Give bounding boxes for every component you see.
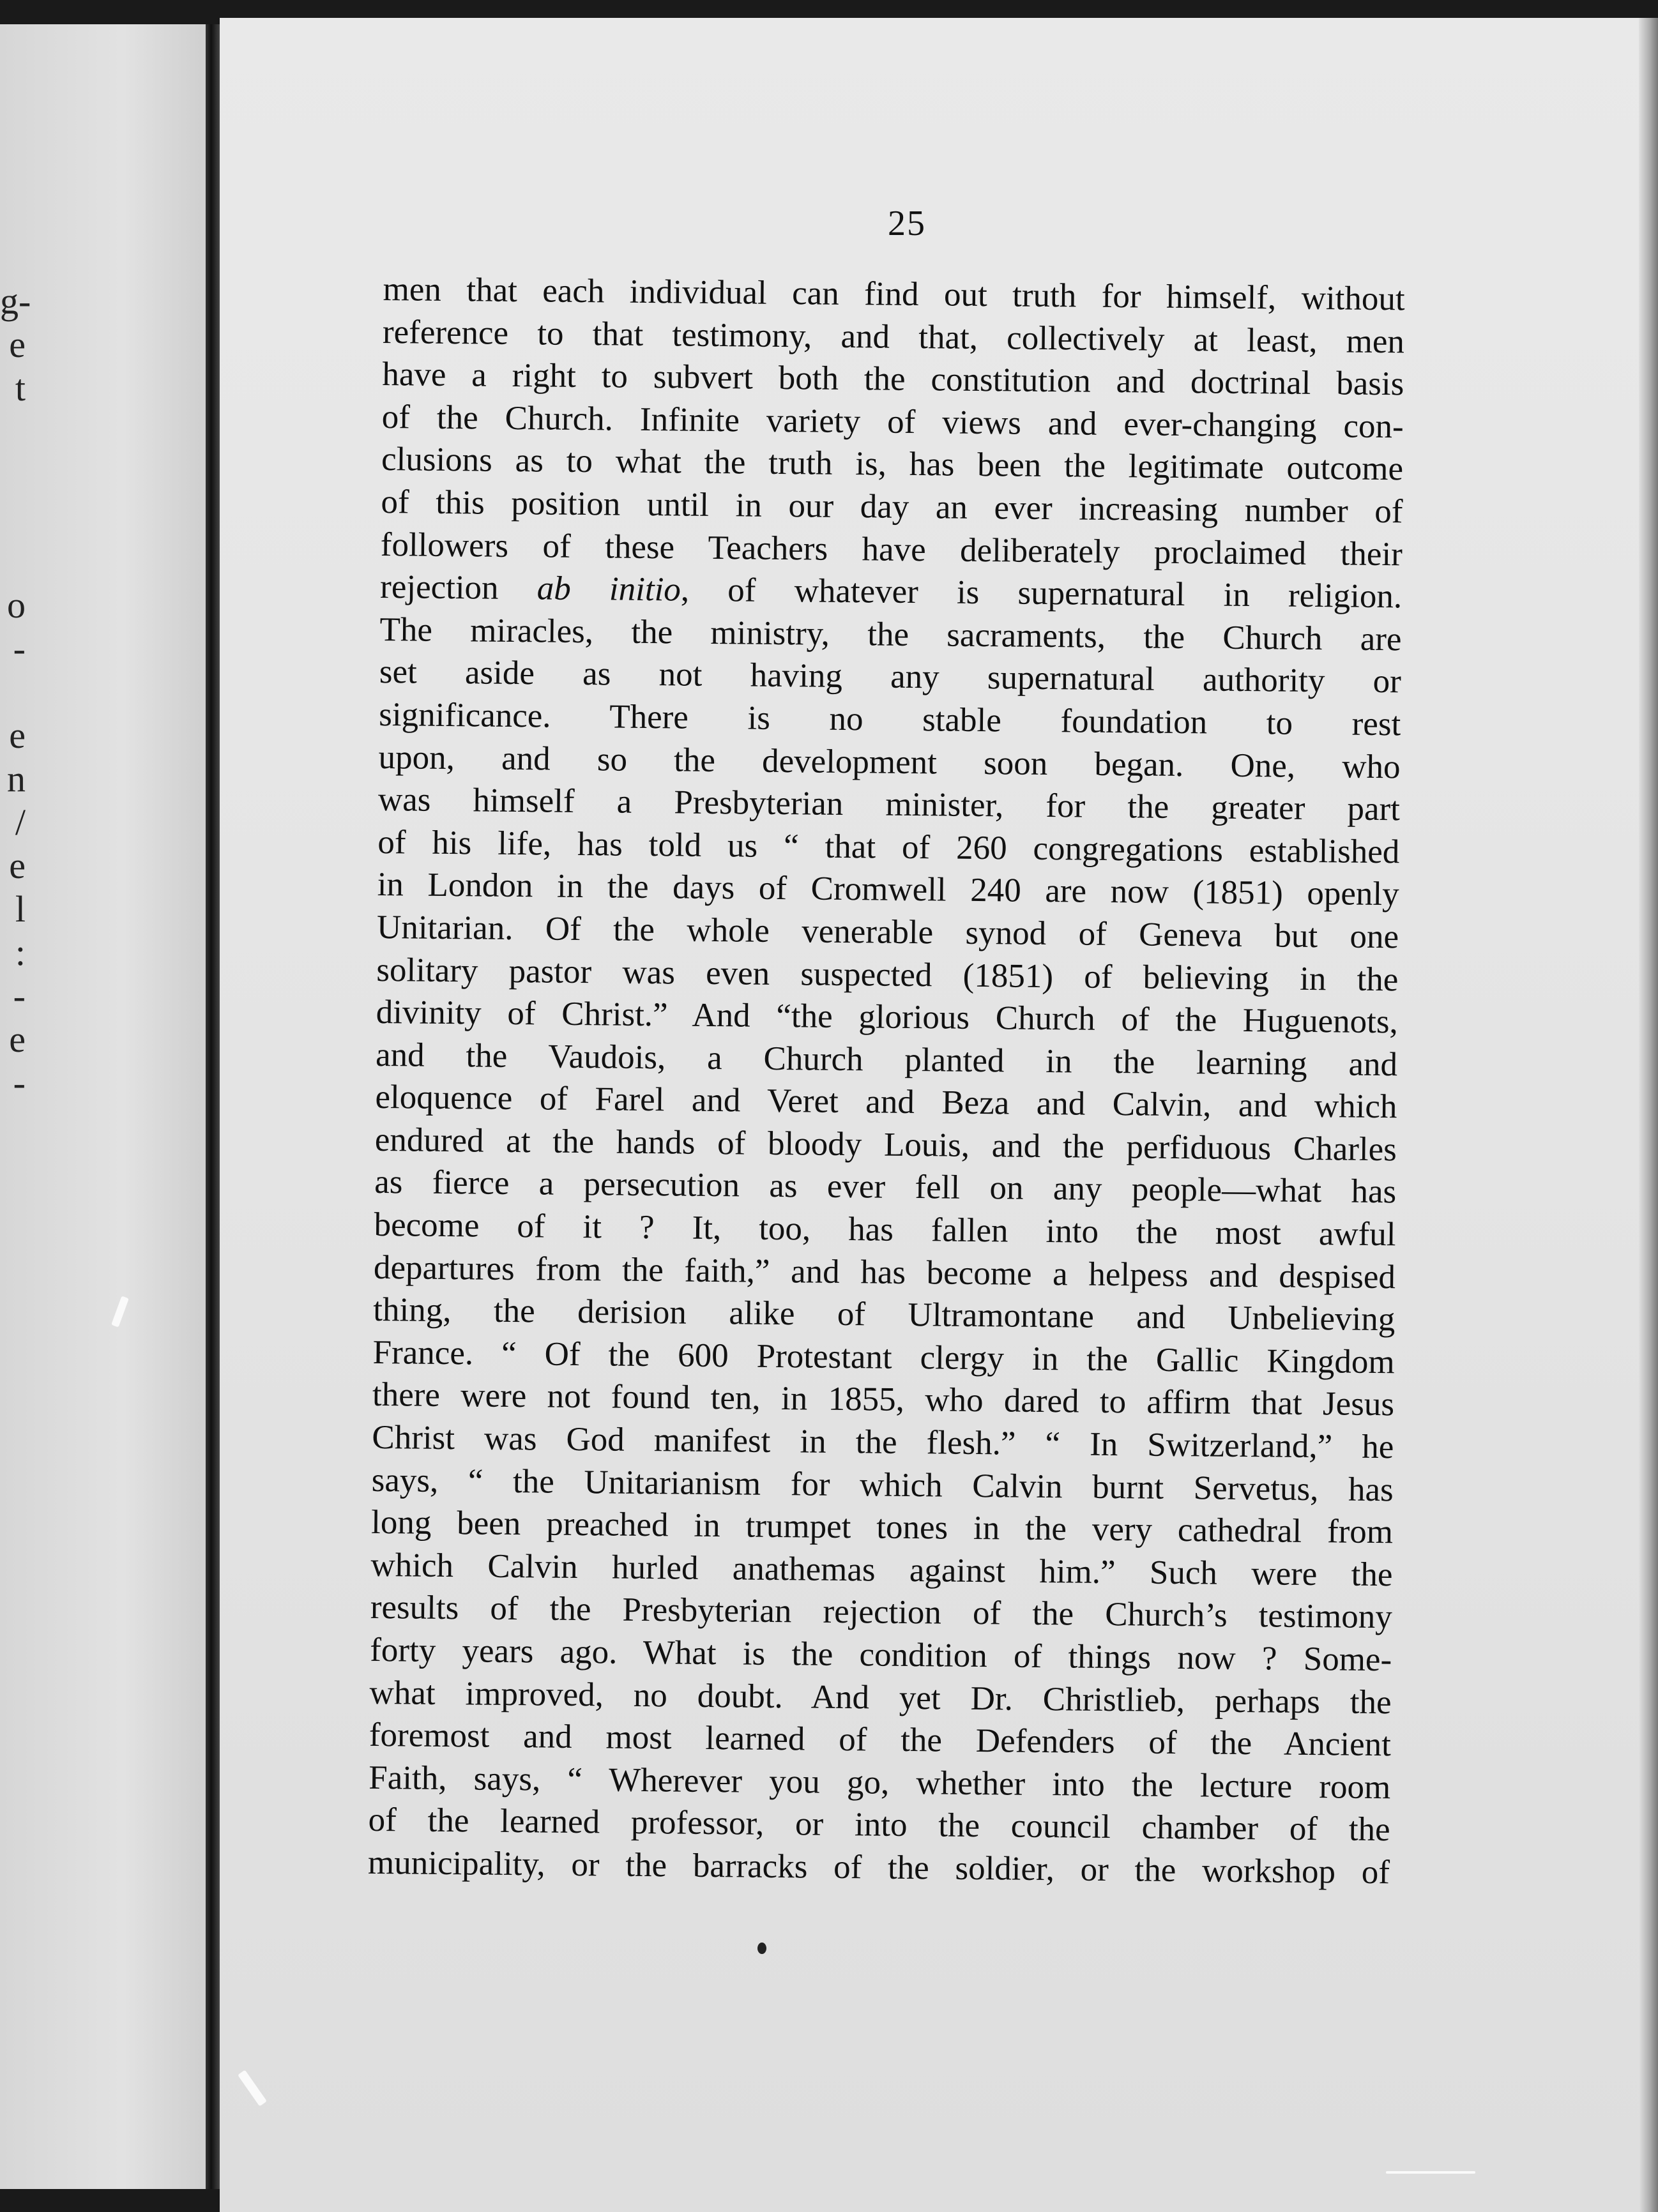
text-line: divinity of Christ.” And “the glorious Church of the Huguenots, bbox=[376, 994, 1399, 1041]
right-page-edge-shadow bbox=[1639, 18, 1658, 2212]
text-line: The miracles, the ministry, the sacraments, the Church are bbox=[379, 610, 1402, 658]
left-fragment: t bbox=[15, 367, 26, 409]
left-page-edge bbox=[0, 24, 206, 2189]
text-line: in London in the days of Cromwell 240 are now (1851) openly bbox=[377, 866, 1399, 913]
text-line: of his life, has told us “ that of 260 congregations established bbox=[377, 823, 1400, 871]
left-fragment: e bbox=[9, 1019, 26, 1060]
left-fragment: - bbox=[13, 628, 26, 669]
left-fragment: e bbox=[9, 715, 26, 756]
text-line: followers of these Teachers have deliberately proclaimed their bbox=[380, 526, 1403, 573]
text-line: rejection ab initio, of whatever is supernatural in religion. bbox=[379, 568, 1403, 616]
left-fragment: l bbox=[15, 888, 26, 930]
text-line: France. “ Of the 600 Protestant clergy in the Gallic Kingdom bbox=[372, 1333, 1395, 1381]
text-line: have a right to subvert both the constitution and doctrinal basis bbox=[382, 356, 1404, 403]
text-line: thing, the derision alike of Ultramontane and Unbelieving bbox=[373, 1291, 1396, 1338]
text-line: results of the Presbyterian rejection of the Church’s testimony bbox=[370, 1589, 1393, 1636]
text-line: of the Church. Infinite variety of views and ever-changing con- bbox=[381, 398, 1404, 446]
text-line: endured at the hands of bloody Louis, and the perfiduous Charles bbox=[374, 1121, 1397, 1169]
page-number: 25 bbox=[888, 204, 926, 243]
text-line: of this position until in our day an ever increasing number of bbox=[381, 483, 1403, 531]
left-fragment: e bbox=[9, 845, 26, 886]
text-line: become of it ? It, too, has fallen into the most awful bbox=[374, 1206, 1396, 1254]
left-fragment: n bbox=[7, 758, 26, 799]
text-line: Faith, says, “ Wherever you go, whether into the lecture room bbox=[369, 1759, 1391, 1807]
left-fragment: - bbox=[13, 975, 26, 1017]
text-line: was himself a Presbyterian minister, for the greater part bbox=[377, 781, 1401, 828]
left-fragment bbox=[0, 410, 26, 453]
left-fragment bbox=[0, 670, 26, 714]
text-line: solitary pastor was even suspected (1851) of believing in the bbox=[376, 951, 1399, 998]
left-fragment bbox=[0, 540, 26, 584]
text-line: as fierce a persecution as ever fell on any people—what has bbox=[374, 1163, 1397, 1211]
body-text bbox=[368, 268, 1405, 1894]
text-line: says, “ the Unitarianism for which Calvin burnt Servetus, has bbox=[371, 1461, 1394, 1508]
book-gutter bbox=[206, 24, 220, 2189]
left-page-text-fragments bbox=[0, 280, 31, 1105]
text-line: which Calvin hurled anathemas against him.” Such were the bbox=[370, 1546, 1393, 1594]
printer-mark bbox=[757, 1943, 766, 1954]
text-line: foremost and most learned of the Defenders of the Ancient bbox=[369, 1716, 1392, 1764]
text-line: upon, and so the development soon began. One, who bbox=[378, 738, 1401, 785]
text-line: Unitarian. Of the whole venerable synod of Geneva but one bbox=[376, 908, 1399, 956]
text-line: reference to that testimony, and that, collectively at least, men bbox=[382, 313, 1405, 360]
text-line: and the Vaudois, a Church planted in the learning and bbox=[375, 1036, 1398, 1083]
left-fragment: - bbox=[13, 1062, 26, 1103]
text-line: set aside as not having any supernatural authority or bbox=[379, 653, 1402, 701]
text-line: men that each individual can find out truth for himself, without bbox=[383, 270, 1405, 318]
text-line: what improved, no doubt. And yet Dr. Christlieb, perhaps the bbox=[369, 1674, 1392, 1721]
italic-phrase: ab initio bbox=[536, 570, 681, 609]
left-fragment: : bbox=[15, 932, 26, 973]
text-line: eloquence of Farel and Veret and Beza and Calvin, and which bbox=[375, 1079, 1397, 1126]
left-fragment bbox=[0, 497, 26, 540]
text-line: long been preached in trumpet tones in the very cathedral from bbox=[370, 1504, 1394, 1551]
text-line: clusions as to what the truth is, has been the legitimate outcome bbox=[381, 441, 1404, 488]
left-fragment bbox=[0, 453, 26, 497]
text-line: of the learned professor, or into the council chamber of the bbox=[368, 1801, 1390, 1849]
text-line: municipality, or the barracks of the soldier, or the workshop of bbox=[367, 1844, 1390, 1891]
text-line: departures from the faith,” and has become a helpess and despised bbox=[373, 1248, 1396, 1296]
left-fragment: g- bbox=[0, 280, 31, 322]
text-line: Christ was God manifest in the flesh.” “ In Switzerland,” he bbox=[372, 1418, 1394, 1466]
text-line: there were not found ten, in 1855, who dared to affirm that Jesus bbox=[372, 1376, 1395, 1423]
left-fragment: o bbox=[7, 584, 26, 626]
left-fragment: e bbox=[9, 324, 26, 365]
left-fragment: / bbox=[15, 801, 26, 843]
text-line: significance. There is no stable foundation to rest bbox=[379, 695, 1401, 743]
paper-speck bbox=[1386, 2171, 1475, 2174]
text-line: forty years ago. What is the condition of things now ? Some- bbox=[369, 1631, 1392, 1679]
